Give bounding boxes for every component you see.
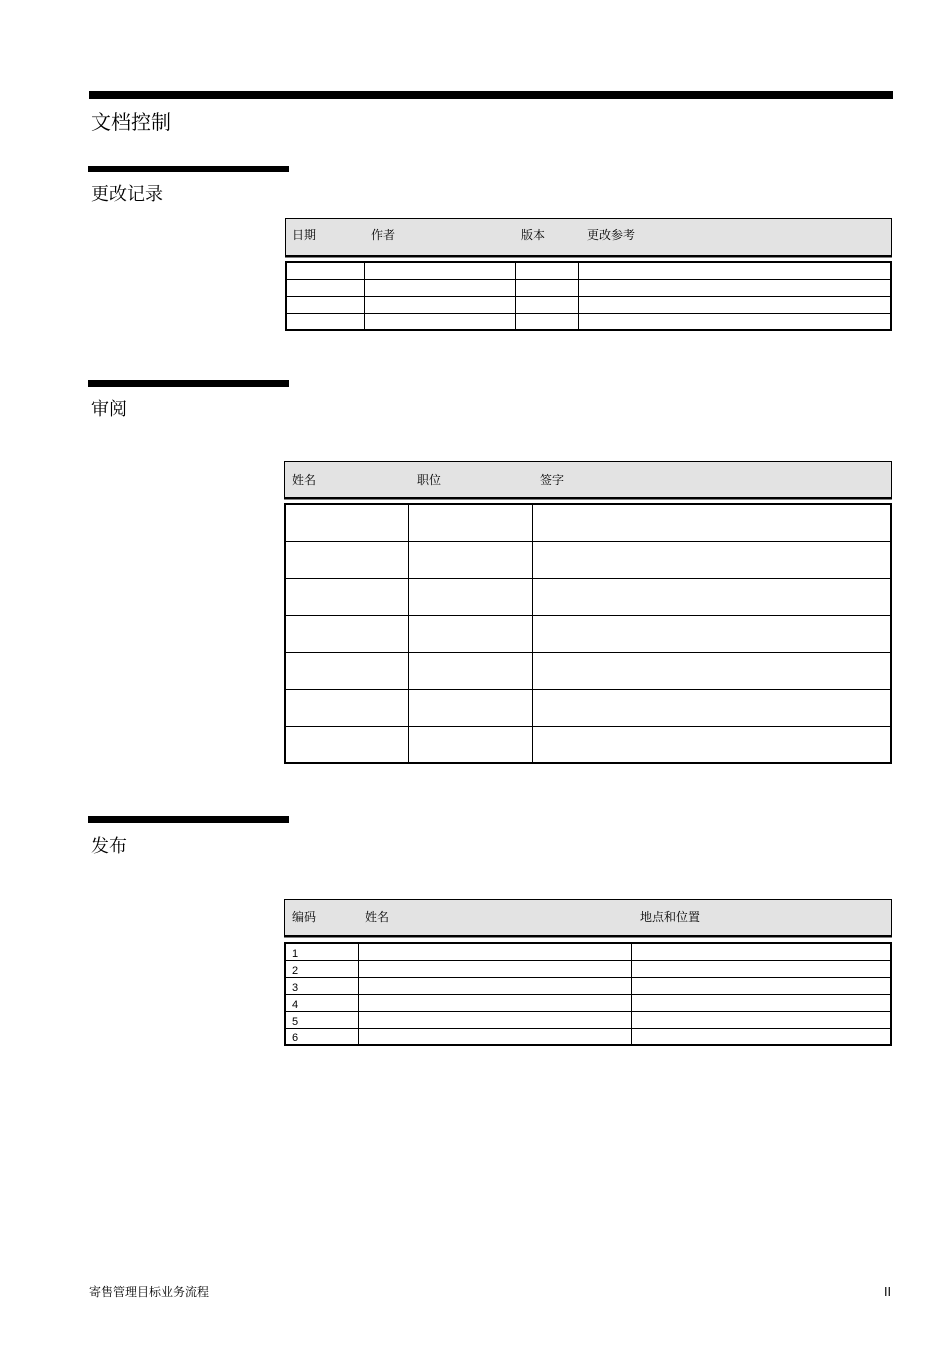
table-cell[interactable]: [408, 504, 532, 541]
table-cell[interactable]: [285, 689, 408, 726]
review-header: [284, 461, 892, 498]
table-cell[interactable]: [358, 943, 631, 960]
review-table: [284, 503, 892, 764]
table-row: [285, 960, 891, 977]
table-cell[interactable]: [515, 262, 578, 279]
column-header-name: 姓名: [365, 910, 390, 924]
table-cell[interactable]: [532, 689, 891, 726]
review-rule: [88, 380, 289, 387]
table-row: [285, 726, 891, 763]
table-cell[interactable]: [532, 615, 891, 652]
table-cell[interactable]: [286, 313, 364, 330]
row-number: 2: [285, 960, 358, 977]
column-header-author: 作者: [371, 228, 396, 242]
row-number: 1: [285, 943, 358, 960]
footer-page-number: II: [884, 1285, 892, 1299]
column-header-signature: 签字: [540, 473, 565, 487]
table-row: [285, 615, 891, 652]
table-cell[interactable]: [358, 977, 631, 994]
table-cell[interactable]: [358, 1028, 631, 1045]
table-row: [285, 994, 891, 1011]
table-row: [286, 262, 891, 279]
table-cell[interactable]: [286, 262, 364, 279]
table-cell[interactable]: [532, 578, 891, 615]
table-cell[interactable]: [364, 279, 515, 296]
table-cell[interactable]: [578, 313, 891, 330]
table-row: [285, 977, 891, 994]
change-log-heading: 更改记录: [91, 184, 163, 205]
row-number: 5: [285, 1011, 358, 1028]
table-row: [285, 943, 891, 960]
row-number: 6: [285, 1028, 358, 1045]
table-cell[interactable]: [358, 960, 631, 977]
column-header-date: 日期: [292, 228, 317, 242]
column-header-version: 版本: [521, 228, 546, 242]
table-row: [286, 296, 891, 313]
table-cell[interactable]: [364, 296, 515, 313]
table-cell[interactable]: [285, 726, 408, 763]
row-number: 3: [285, 977, 358, 994]
table-cell[interactable]: [364, 262, 515, 279]
table-row: [285, 504, 891, 541]
table-cell[interactable]: [578, 262, 891, 279]
footer-document-name: 寄售管理目标业务流程: [89, 1285, 210, 1299]
table-row: [285, 1011, 891, 1028]
table-cell[interactable]: [408, 615, 532, 652]
table-row: [286, 279, 891, 296]
table-cell[interactable]: [578, 296, 891, 313]
review-heading: 审阅: [91, 399, 127, 420]
table-cell[interactable]: [532, 504, 891, 541]
table-cell[interactable]: [578, 279, 891, 296]
table-cell[interactable]: [285, 541, 408, 578]
table-cell[interactable]: [532, 541, 891, 578]
table-cell[interactable]: [631, 1028, 891, 1045]
table-cell[interactable]: [408, 578, 532, 615]
table-cell[interactable]: [515, 313, 578, 330]
table-cell[interactable]: [631, 1011, 891, 1028]
change-log-header: [285, 218, 892, 256]
table-row: [285, 541, 891, 578]
table-cell[interactable]: [285, 578, 408, 615]
column-header-code: 编码: [292, 910, 317, 924]
distribution-table: [284, 942, 892, 1046]
row-number: 4: [285, 994, 358, 1011]
table-cell[interactable]: [631, 960, 891, 977]
table-cell[interactable]: [631, 977, 891, 994]
table-cell[interactable]: [532, 726, 891, 763]
table-cell[interactable]: [286, 296, 364, 313]
table-cell[interactable]: [285, 652, 408, 689]
table-cell[interactable]: [408, 726, 532, 763]
table-cell[interactable]: [285, 504, 408, 541]
distribution-rule: [88, 816, 289, 823]
table-cell[interactable]: [631, 994, 891, 1011]
column-header-change-ref: 更改参考: [587, 228, 636, 242]
table-cell[interactable]: [408, 689, 532, 726]
change-log-table: [285, 261, 892, 331]
table-cell[interactable]: [364, 313, 515, 330]
table-cell[interactable]: [358, 994, 631, 1011]
table-cell[interactable]: [515, 296, 578, 313]
top-rule: [89, 91, 893, 99]
table-cell[interactable]: [532, 652, 891, 689]
table-cell[interactable]: [286, 279, 364, 296]
table-row: [285, 578, 891, 615]
table-row: [285, 689, 891, 726]
table-cell[interactable]: [285, 615, 408, 652]
change-log-rule: [88, 166, 289, 172]
table-cell[interactable]: [408, 541, 532, 578]
table-cell[interactable]: [631, 943, 891, 960]
page-title: 文档控制: [91, 110, 171, 134]
table-row: [285, 1028, 891, 1045]
table-cell[interactable]: [515, 279, 578, 296]
column-header-location: 地点和位置: [640, 910, 701, 924]
table-row: [286, 313, 891, 330]
distribution-heading: 发布: [91, 836, 127, 857]
table-cell[interactable]: [408, 652, 532, 689]
table-row: [285, 652, 891, 689]
column-header-name: 姓名: [292, 473, 317, 487]
distribution-header: [284, 899, 892, 936]
column-header-position: 职位: [417, 473, 442, 487]
table-cell[interactable]: [358, 1011, 631, 1028]
